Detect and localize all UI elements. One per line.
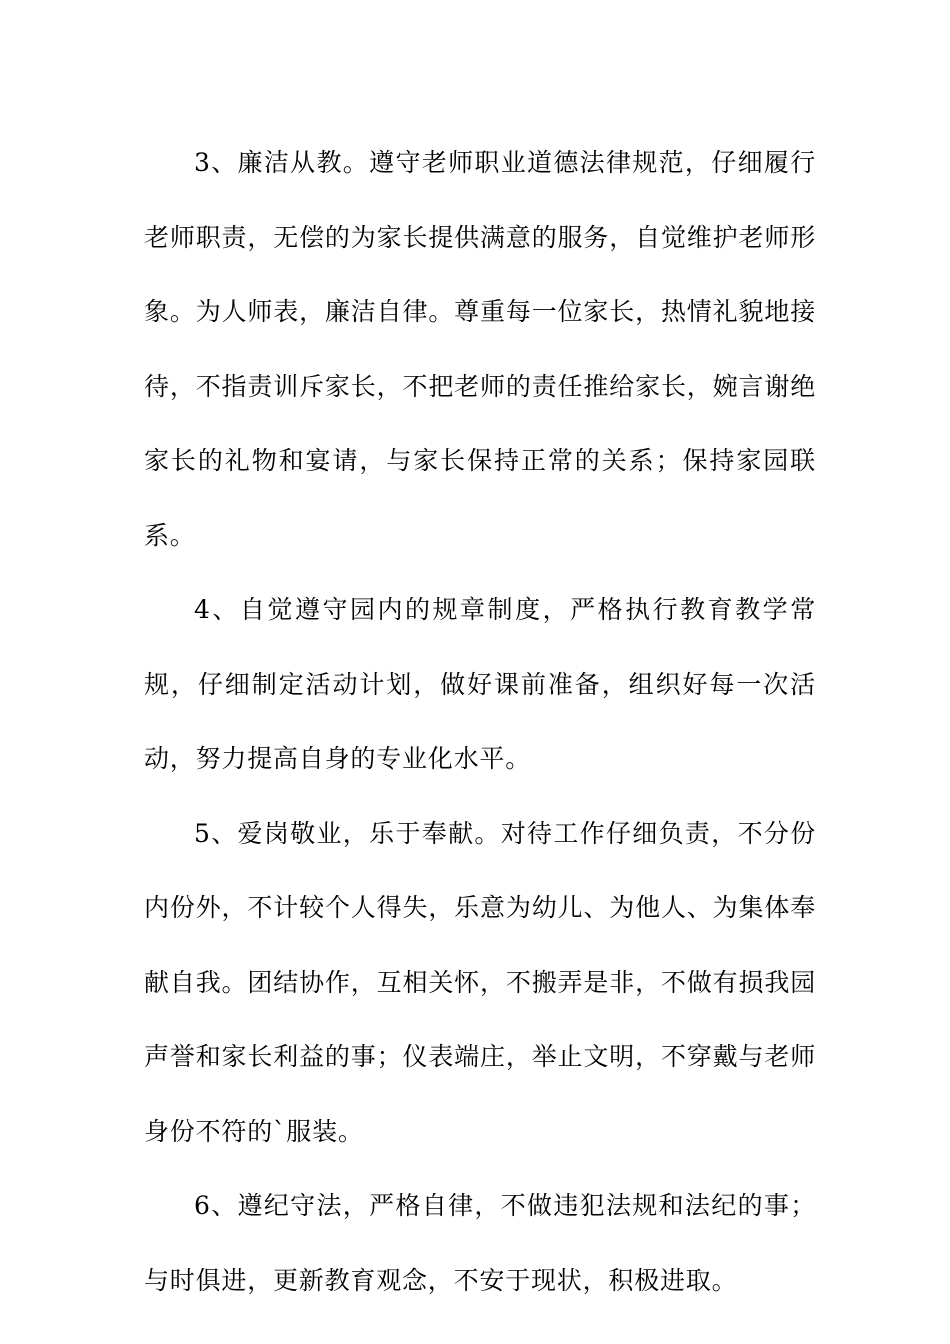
paragraph-item-3: 3、廉洁从教。遵守老师职业道德法律规范，仔细履行老师职责，无偿的为家长提供满意的服务，自觉维护老师形象。为人师表，廉洁自律。尊重每一位家长，热情礼貌地接待，不指责训斥家长，不把老师的责任推给家长，婉言谢绝家长的礼物和宴请，与家长保持正常的关系；保持家园联系。 bbox=[144, 148, 816, 550]
paragraph-item-5: 5、爱岗敬业，乐于奉献。对待工作仔细负责，不分份内份外，不计较个人得失，乐意为幼儿、为他人、为集体奉献自我。团结协作，互相关怀，不搬弄是非，不做有损我园声誉和家长利益的事；仪表端庄，举止文明，不穿戴与老师身份不符的`服装。 bbox=[144, 818, 816, 1146]
document-body bbox=[144, 126, 816, 1318]
paragraph-item-4: 4、自觉遵守园内的规章制度，严格执行教育教学常规，仔细制定活动计划，做好课前准备，组织好每一次活动，努力提高自身的专业化水平。 bbox=[144, 595, 816, 773]
paragraph-item-6: 6、遵纪守法，严格自律，不做违犯法规和法纪的事；与时俱进，更新教育观念，不安于现状，积极进取。 bbox=[144, 1191, 816, 1295]
